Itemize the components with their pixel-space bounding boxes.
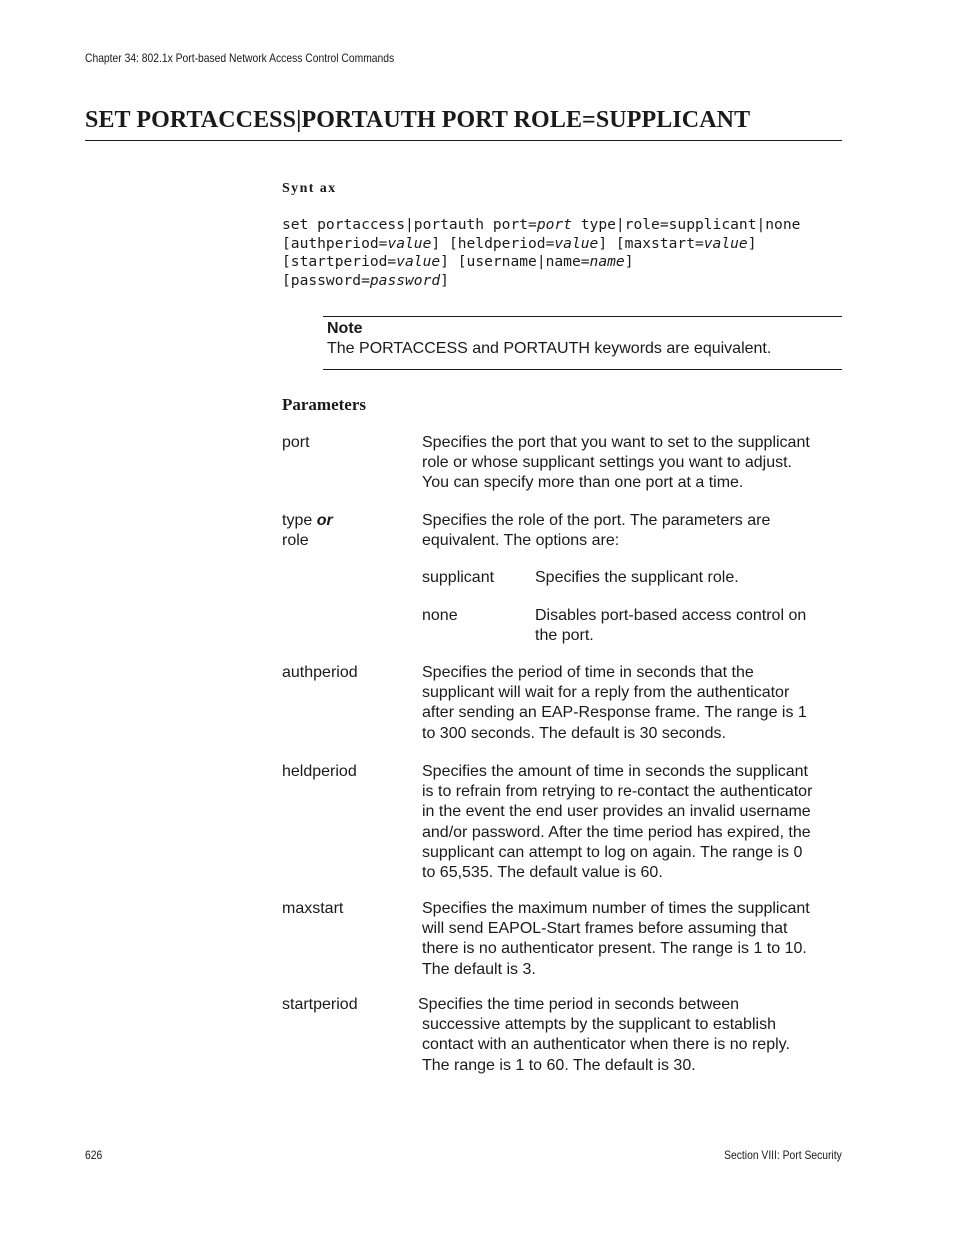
- desc-line: Specifies the period of time in seconds that the: [422, 664, 754, 681]
- desc-line: supplicant can attempt to log on again. The range is 0: [422, 843, 803, 861]
- option-name-supplicant: supplicant: [422, 569, 495, 586]
- syntax-text: [authperiod=: [282, 234, 388, 252]
- param-name-heldperiod: heldperiod: [282, 763, 357, 780]
- chapter-header: Chapter 34: 802.1x Port-based Network Access Control Commands: [85, 51, 395, 65]
- param-name-maxstart: maxstart: [282, 900, 344, 917]
- syntax-variable: value: [387, 234, 432, 252]
- syntax-text: type|role=supplicant|none: [571, 216, 801, 233]
- page-number: 626: [85, 1148, 103, 1162]
- desc-line: successive attempts by the supplicant to establish: [422, 1016, 776, 1034]
- desc-line: You can specify more than one port at a time.: [422, 474, 744, 492]
- syntax-line-2: [282, 235, 800, 254]
- param-name-line: [282, 511, 333, 531]
- desc-line: Specifies the amount of time in seconds the supplicant: [422, 763, 808, 780]
- param-name-port: port: [282, 434, 310, 451]
- desc-line: to 65,535. The default value is 60.: [422, 864, 663, 882]
- syntax-text: ]: [747, 234, 757, 252]
- desc-line: will send EAPOL-Start frames before assuming that: [422, 920, 788, 938]
- note-text: The PORTACCESS and PORTAUTH keywords are equivalent.: [327, 340, 772, 357]
- param-name-authperiod: authperiod: [282, 664, 358, 681]
- desc-line: contact with an authenticator when there is no reply.: [422, 1036, 790, 1054]
- desc-line: after sending an EAP-Response frame. The range is 1: [422, 704, 807, 722]
- option-desc-supplicant: [535, 568, 739, 588]
- syntax-text: ]: [440, 271, 449, 289]
- desc-line: The default is 3.: [422, 960, 536, 978]
- syntax-variable: port: [536, 216, 572, 233]
- desc-line: and/or password. After the time period has expired, the: [422, 823, 811, 841]
- desc-line: Specifies the role of the port. The parameters are: [422, 512, 771, 529]
- desc-line: to 300 seconds. The default is 30 seconds.: [422, 724, 726, 742]
- title-divider: [85, 140, 842, 141]
- syntax-heading: Synt ax: [282, 181, 337, 196]
- desc-line: Disables port-based access control on: [535, 607, 807, 624]
- syntax-text: ] [maxstart=: [598, 234, 704, 252]
- param-desc-heldperiod: [422, 762, 842, 883]
- syntax-text: [password=: [282, 271, 370, 289]
- syntax-variable: value: [554, 234, 599, 252]
- syntax-text: ] [username|name=: [440, 253, 590, 270]
- syntax-text: ]: [624, 253, 634, 270]
- desc-line: The range is 1 to 60. The default is 30.: [422, 1056, 696, 1074]
- syntax-variable: value: [396, 253, 441, 270]
- param-desc-port: [422, 433, 842, 494]
- param-desc-startperiod: [418, 995, 842, 1076]
- note-top-rule: [323, 316, 842, 317]
- desc-line: is to refrain from retrying to re-contact the authenticator: [422, 783, 813, 801]
- desc-line: Specifies the time period in seconds between: [418, 996, 740, 1013]
- desc-line: Specifies the maximum number of times the supplicant: [422, 900, 810, 917]
- desc-line: role or whose supplicant settings you want to adjust.: [422, 454, 792, 472]
- param-name-startperiod: startperiod: [282, 996, 358, 1013]
- syntax-variable: value: [703, 234, 748, 252]
- syntax-block: [282, 216, 800, 290]
- param-name-or: or: [316, 512, 333, 529]
- syntax-line-1: [282, 216, 800, 235]
- syntax-text: ] [heldperiod=: [431, 234, 555, 252]
- syntax-text: set portaccess|portauth port=: [282, 216, 537, 233]
- note-bottom-rule: [323, 369, 842, 370]
- option-desc-none: [535, 606, 806, 646]
- page-title: SET PORTACCESS|PORTAUTH PORT ROLE=SUPPLICANT: [85, 107, 751, 133]
- desc-line: in the event the end user provides an invalid username: [422, 803, 811, 821]
- syntax-variable: name: [589, 253, 625, 270]
- syntax-text: [startperiod=: [282, 253, 397, 270]
- desc-line: supplicant will wait for a reply from the authenticator: [422, 684, 790, 702]
- desc-line: there is no authenticator present. The range is 1 to 10.: [422, 940, 807, 958]
- param-desc-maxstart: [422, 899, 842, 980]
- option-name-none: none: [422, 607, 458, 624]
- desc-line: the port.: [535, 627, 594, 645]
- desc-line: Specifies the port that you want to set to the supplicant: [422, 434, 810, 451]
- syntax-line-4: [282, 272, 800, 291]
- note-label: Note: [327, 320, 363, 337]
- param-desc-type-role: [422, 511, 842, 551]
- parameters-heading: Parameters: [282, 395, 367, 414]
- param-name-role: role: [282, 532, 309, 550]
- desc-line: equivalent. The options are:: [422, 532, 620, 550]
- section-footer: Section VIII: Port Security: [724, 1148, 842, 1162]
- param-desc-authperiod: [422, 663, 842, 744]
- desc-line: Specifies the supplicant role.: [535, 569, 739, 586]
- param-name-type-role: [282, 511, 333, 551]
- syntax-line-3: [282, 253, 800, 272]
- param-name-type: type: [282, 512, 317, 529]
- syntax-variable: password: [369, 271, 441, 289]
